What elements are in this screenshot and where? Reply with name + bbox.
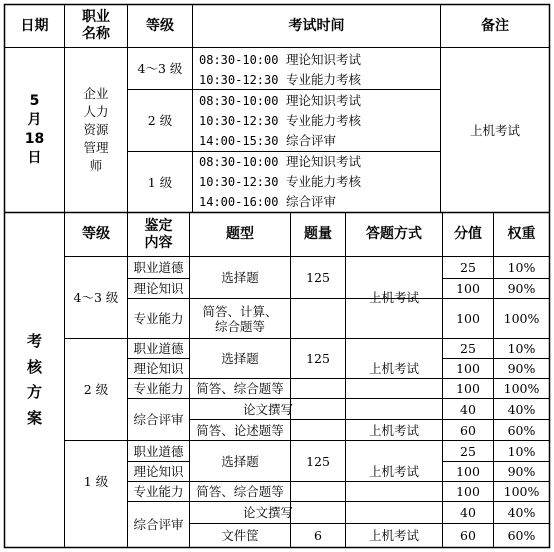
content-skill: 专业能力 xyxy=(133,311,184,326)
score-value: 100 xyxy=(456,361,480,376)
method-online: 上机考试 xyxy=(368,422,419,438)
schedule-item: 综合评审 xyxy=(286,194,337,209)
weight-value: 90% xyxy=(507,281,536,296)
plan-level-1: 1 级 xyxy=(83,474,109,489)
type-short-comp: 简答、综合题等 xyxy=(196,381,284,396)
type-choice: 选择题 xyxy=(221,351,259,366)
schedule-time: 10:30-12:30 xyxy=(199,114,279,128)
schedule-time: 10:30-12:30 xyxy=(199,175,279,189)
content-theory: 理论知识 xyxy=(133,361,184,376)
plan-label: 考 核 方 案 xyxy=(26,332,42,427)
plan-level-43: 4～3 级 xyxy=(73,290,119,305)
type-choice: 选择题 xyxy=(221,270,259,285)
content-ethics: 职业道德 xyxy=(133,341,184,356)
header-level: 等级 xyxy=(146,17,174,34)
type-essay: 论文撰写 xyxy=(242,505,293,520)
plan-header-method: 答题方式 xyxy=(366,226,422,243)
schedule-time: 08:30-10:00 xyxy=(199,94,279,108)
type-essay: 论文撰写 xyxy=(242,401,293,417)
schedule-item: 理论知识考试 xyxy=(286,154,362,169)
type-choice: 选择题 xyxy=(221,453,259,469)
method-online: 上机考试 xyxy=(368,290,419,305)
schedule-item: 综合评审 xyxy=(286,133,337,148)
weight-value: 40% xyxy=(507,401,536,417)
plan-header-weight: 权重 xyxy=(507,226,536,243)
count-value: 6 xyxy=(314,528,322,543)
type-portfolio: 文件筐 xyxy=(221,528,259,543)
schedule-item: 专业能力考核 xyxy=(286,72,362,87)
count-value: 125 xyxy=(306,351,330,366)
schedule-level-2: 2 级 xyxy=(147,113,173,128)
plan-header-count: 题量 xyxy=(304,226,332,243)
plan-header-content: 鉴定 内容 xyxy=(144,217,173,251)
content-review: 综合评审 xyxy=(133,412,184,427)
plan-level-2: 2 级 xyxy=(83,382,109,397)
weight-value: 90% xyxy=(507,361,536,376)
schedule-level-1: 1 级 xyxy=(147,174,173,190)
score-value: 40 xyxy=(460,505,476,520)
plan-header-type: 题型 xyxy=(226,226,254,243)
job-name: 企业 人力 资源 管理 师 xyxy=(83,85,109,174)
header-remarks: 备注 xyxy=(481,17,509,34)
type-short-essay: 简答、论述题等 xyxy=(196,422,284,438)
schedule-item: 理论知识考试 xyxy=(286,52,362,67)
score-value: 25 xyxy=(460,443,476,459)
type-short-comp: 简答、综合题等 xyxy=(196,484,284,499)
score-value: 100 xyxy=(456,311,480,326)
content-ethics: 职业道德 xyxy=(133,260,184,275)
content-theory: 理论知识 xyxy=(133,281,184,296)
schedule-item: 专业能力考核 xyxy=(286,113,362,128)
weight-value: 60% xyxy=(507,422,536,438)
header-date: 日期 xyxy=(20,17,49,34)
remark-value: 上机考试 xyxy=(469,122,520,138)
header-exam-time: 考试时间 xyxy=(288,17,345,34)
schedule-item: 理论知识考试 xyxy=(286,93,362,108)
score-value: 60 xyxy=(460,422,476,438)
content-skill: 专业能力 xyxy=(133,484,184,499)
schedule-time: 08:30-10:00 xyxy=(199,155,279,169)
content-skill: 专业能力 xyxy=(133,381,184,396)
weight-value: 10% xyxy=(507,443,536,459)
weight-value: 60% xyxy=(507,528,536,543)
score-value: 100 xyxy=(456,464,480,479)
score-value: 25 xyxy=(460,341,476,356)
content-review: 综合评审 xyxy=(133,517,184,532)
schedule-time: 08:30-10:00 xyxy=(199,53,279,67)
plan-header-score: 分值 xyxy=(454,226,482,243)
score-value: 100 xyxy=(456,381,480,396)
weight-value: 90% xyxy=(507,464,536,479)
score-value: 100 xyxy=(456,484,480,499)
score-value: 100 xyxy=(456,281,480,296)
content-theory: 理论知识 xyxy=(133,464,184,479)
header-job-name: 职业 名称 xyxy=(82,9,110,42)
schedule-time: 14:00-16:00 xyxy=(199,195,279,209)
exam-date: 5 月 18 日 xyxy=(24,93,45,166)
weight-value: 100% xyxy=(503,484,540,499)
weight-value: 10% xyxy=(507,260,536,275)
score-value: 25 xyxy=(460,260,476,275)
content-ethics: 职业道德 xyxy=(133,443,184,459)
weight-value: 40% xyxy=(507,505,536,520)
schedule-time: 14:00-15:30 xyxy=(199,134,279,148)
method-online: 上机考试 xyxy=(368,361,419,376)
count-value: 125 xyxy=(306,270,330,285)
plan-header-level: 等级 xyxy=(82,226,110,243)
weight-value: 100% xyxy=(503,311,540,326)
schedule-item: 专业能力考核 xyxy=(286,174,362,189)
weight-value: 10% xyxy=(507,341,536,356)
schedule-level-43: 4～3 级 xyxy=(137,61,183,76)
score-value: 60 xyxy=(460,528,476,543)
schedule-time: 10:30-12:30 xyxy=(199,73,279,87)
type-short-calc: 简答、计算、 综合题等 xyxy=(202,303,278,334)
score-value: 40 xyxy=(460,401,476,417)
method-online: 上机考试 xyxy=(368,528,419,543)
weight-value: 100% xyxy=(503,381,540,396)
count-value: 125 xyxy=(306,453,330,469)
method-online: 上机考试 xyxy=(368,463,419,479)
